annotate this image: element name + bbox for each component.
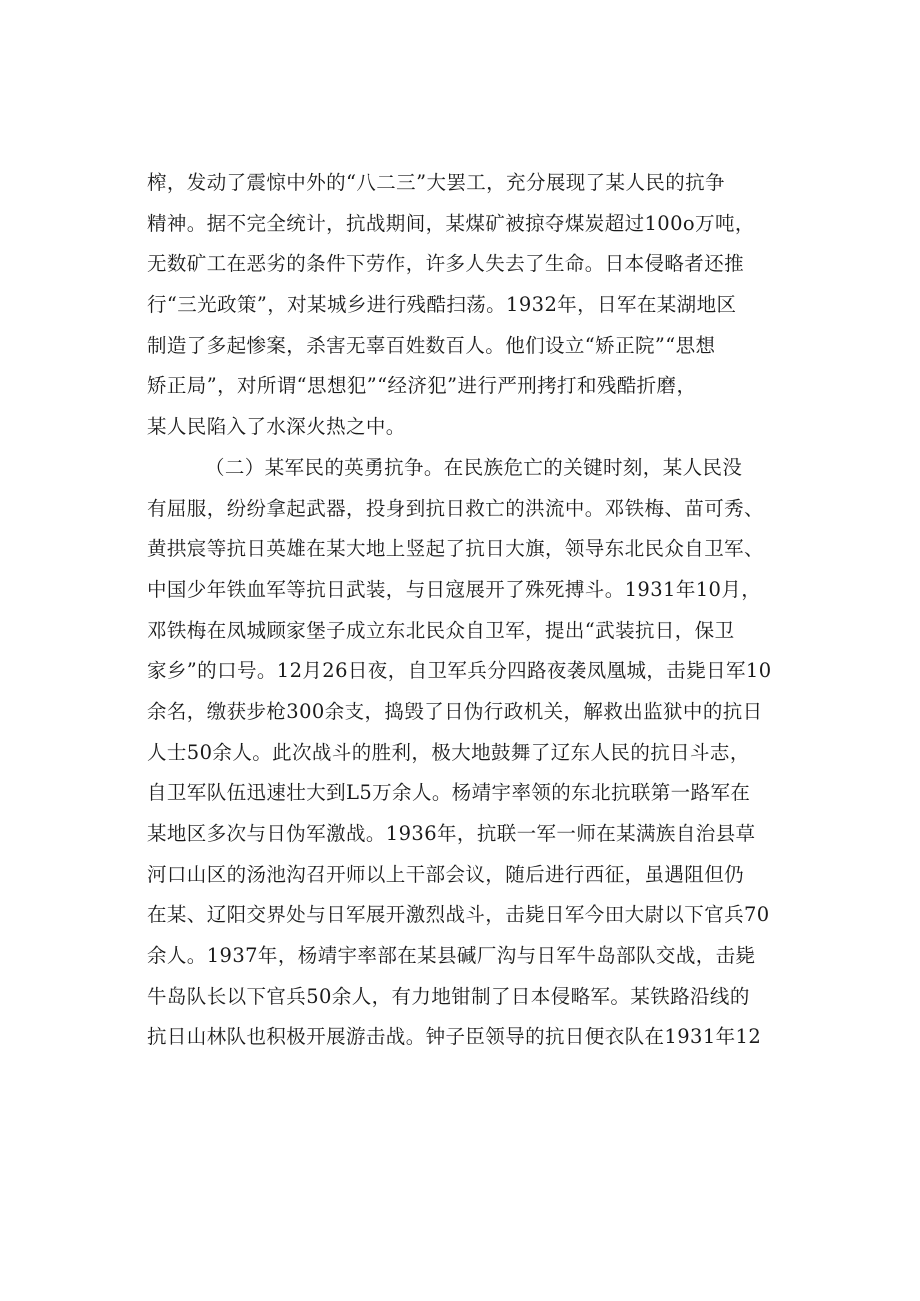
text-line: 矫正局”，对所谓“思想犯”“经济犯”进行严刑拷打和残酷折磨， [147, 374, 697, 398]
text-line: 余名，缴获步枪300余支，捣毁了日伪行政机关，解救出监狱中的抗日 [147, 699, 763, 723]
text-line: 某人民陷入了水深火热之中。 [147, 415, 406, 439]
text-line: 抗日山林队也积极开展游击战。钟子臣领导的抗日便衣队在1931年12 [147, 1025, 762, 1049]
text-line: 行“三光政策”，对某城乡进行残酷扫荡。1932年，日军在某湖地区 [147, 293, 737, 317]
text-line: 牛岛队长以下官兵50余人，有力地钳制了日本侵略军。某铁路沿线的 [147, 984, 750, 1008]
text-line: 人士50余人。此次战斗的胜利，极大地鼓舞了辽东人民的抗日斗志， [147, 740, 750, 764]
text-line: 制造了多起惨案，杀害无辜百姓数百人。他们设立“矫正院”“思想 [147, 333, 716, 357]
text-line: 家乡”的口号。12月26日夜，自卫军兵分四路夜袭凤凰城，击毙日军10 [147, 659, 772, 683]
text-line: 在某、辽阳交界处与日军展开激烈战斗，击毙日军今田大尉以下官兵70 [147, 903, 770, 927]
text-line: 河口山区的汤池沟召开师以上干部会议，随后进行西征，虽遇阻但仍 [147, 862, 745, 886]
text-line: 精神。据不完全统计，抗战期间，某煤矿被掠夺煤炭超过100o万吨， [147, 211, 755, 235]
section-heading-line: （二）某军民的英勇抗争。在民族危亡的关键时刻，某人民没 [205, 455, 743, 479]
text-line: 榨，发动了震惊中外的“八二三”大罢工，充分展现了某人民的抗争 [147, 171, 725, 194]
text-line: 余人。1937年，杨靖宇率部在某县碱厂沟与日军牛岛部队交战，击毙 [147, 944, 756, 968]
text-line: 自卫军队伍迅速壮大到L5万余人。杨靖宇率领的东北抗联第一路军在 [147, 781, 751, 805]
text-line: 中国少年铁血军等抗日武装，与日寇展开了殊死搏斗。1931年10月， [147, 577, 762, 601]
text-line: 邓铁梅在凤城顾家堡子成立东北民众自卫军，提出“武装抗日，保卫 [147, 618, 735, 642]
text-line: 有屈服，纷纷拿起武器，投身到抗日救亡的洪流中。邓铁梅、苗可秀、 [147, 496, 764, 520]
text-line: 黄拱宸等抗日英雄在某大地上竖起了抗日大旗，领导东北民众自卫军、 [147, 537, 764, 561]
body-text [147, 163, 812, 1058]
text-line: 无数矿工在恶劣的条件下劳作，许多人失去了生命。日本侵略者还推 [147, 252, 745, 276]
text-line: 某地区多次与日伪军激战。1936年，抗联一军一师在某满族自治县草 [147, 822, 756, 845]
